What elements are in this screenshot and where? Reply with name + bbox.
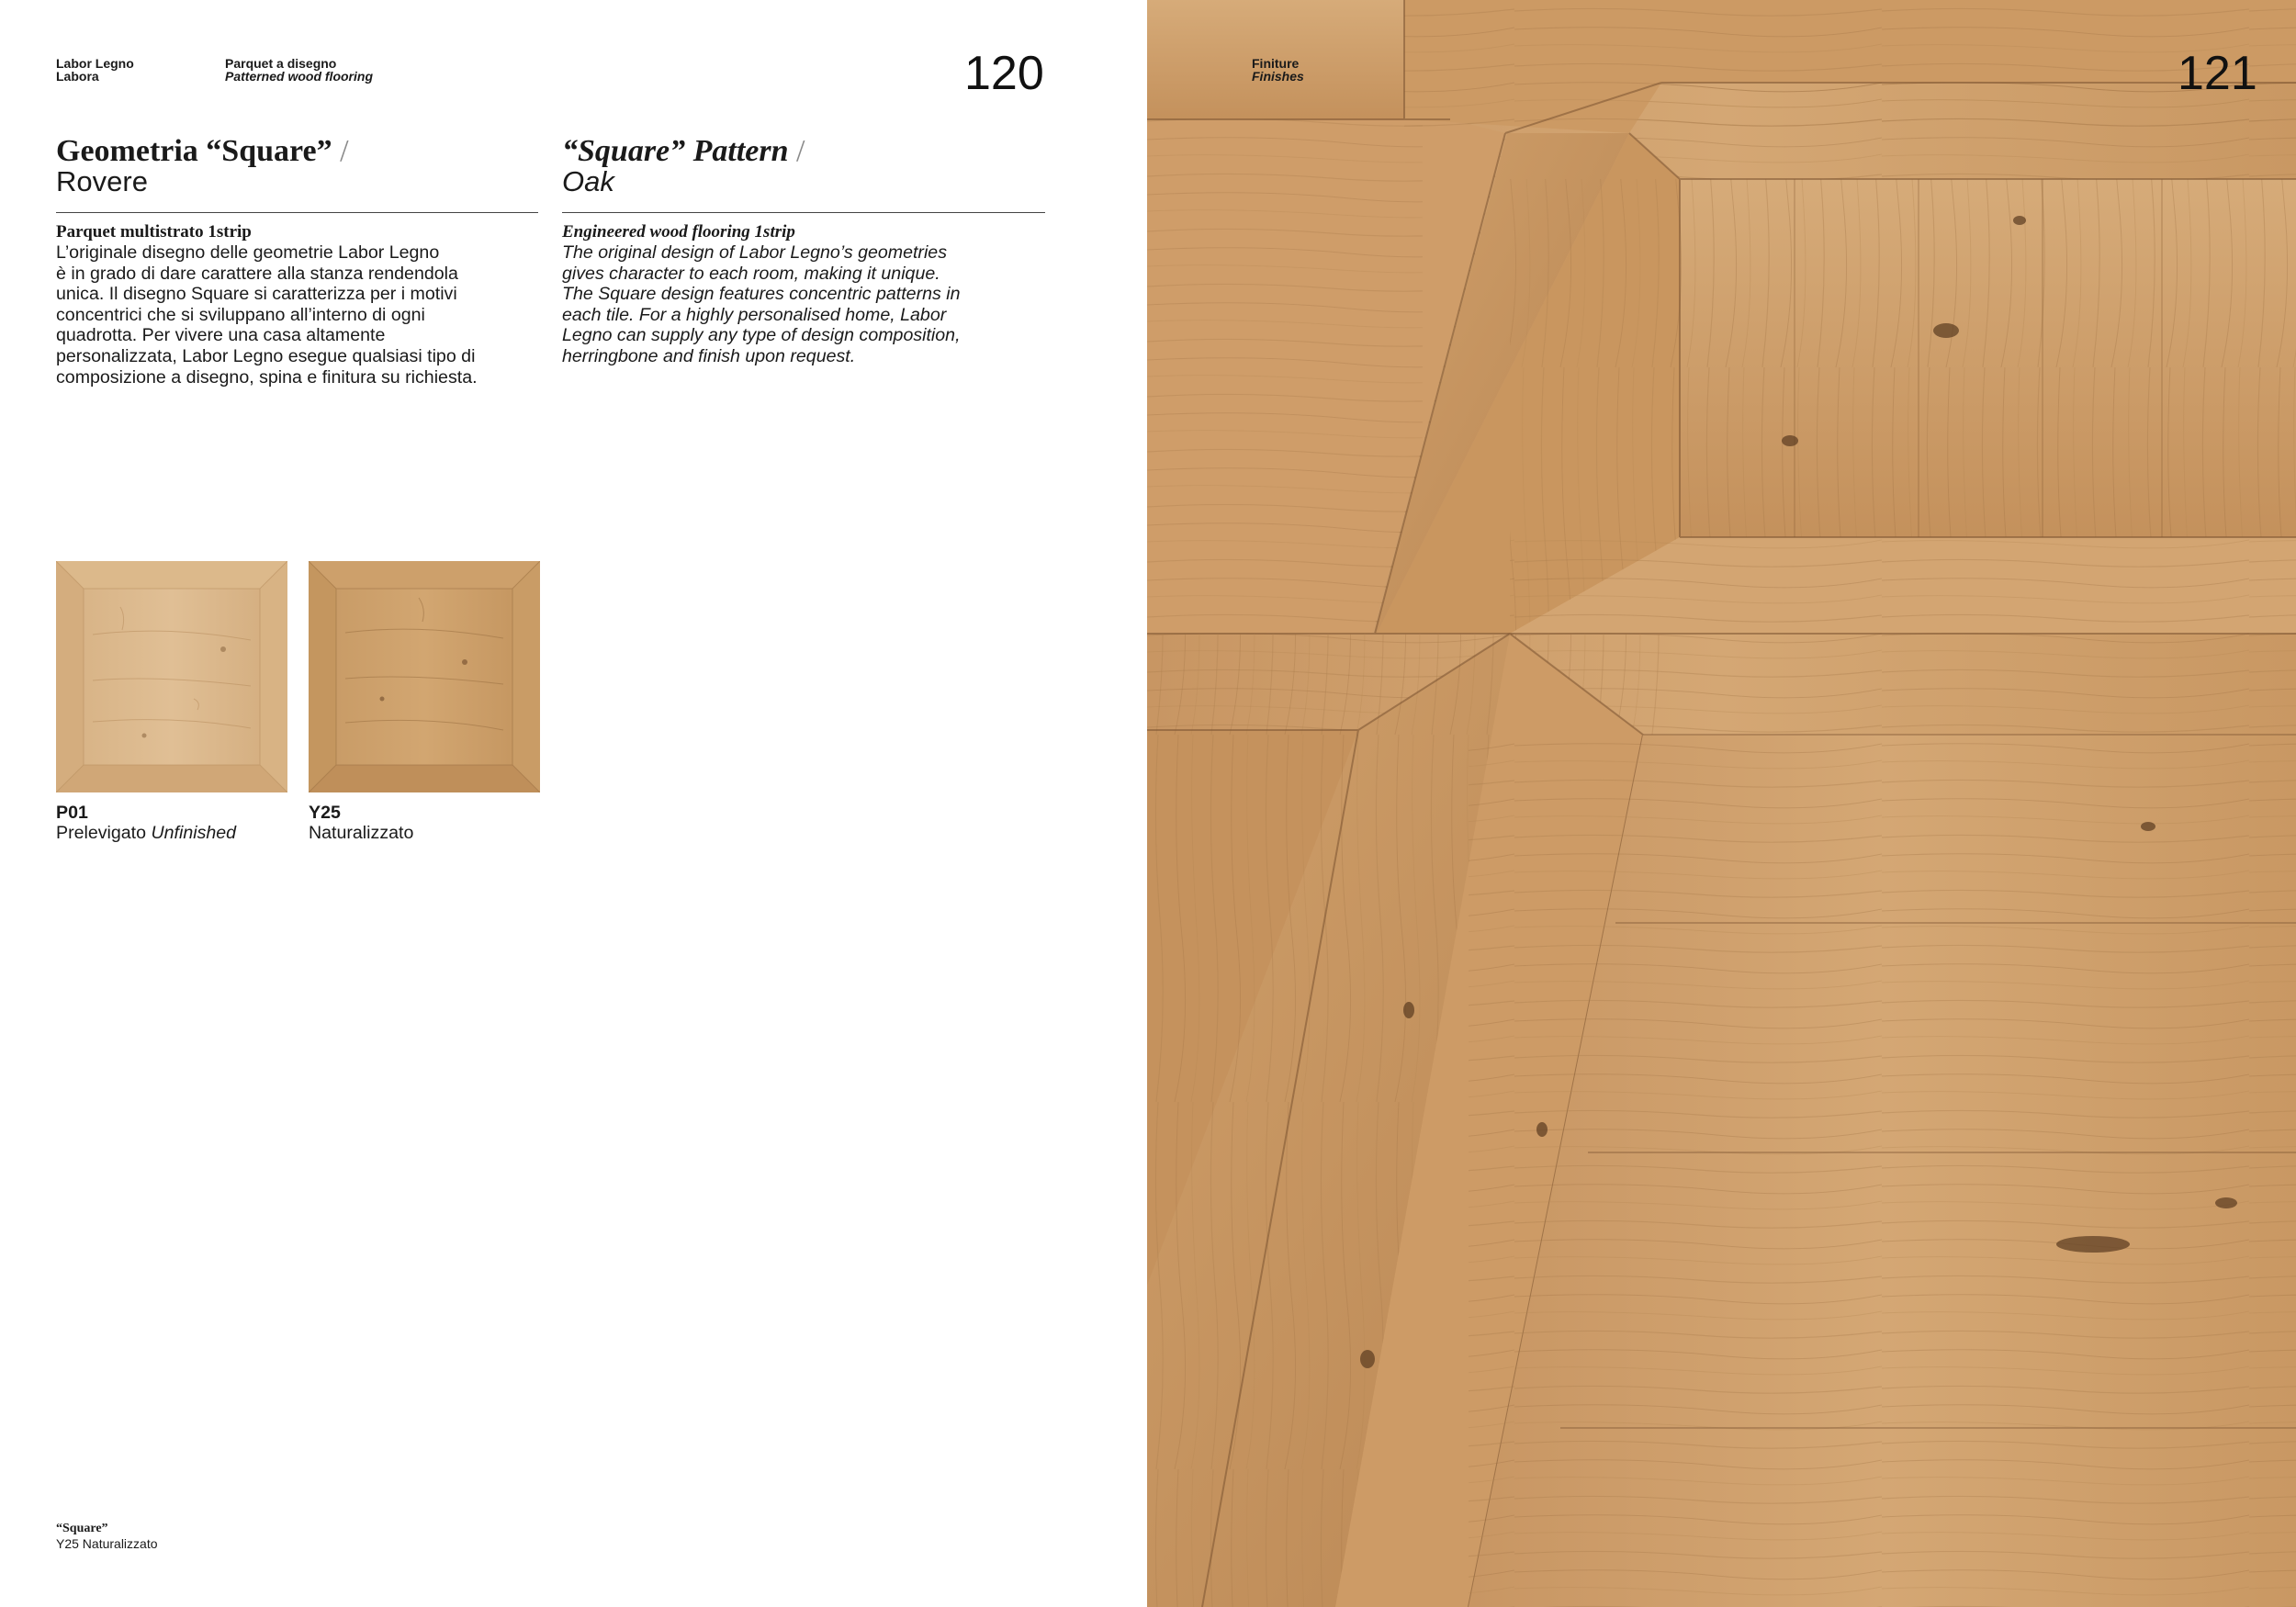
- subtitle-it: Rovere: [56, 165, 148, 197]
- running-head-section: [225, 57, 373, 83]
- description-en-line: Legno can supply any type of design composition,: [562, 325, 961, 346]
- swatch-p01-code: P01: [56, 803, 88, 823]
- floor-photo: [1147, 0, 2296, 1607]
- description-it: [56, 242, 552, 388]
- english-column: [562, 136, 1044, 197]
- description-it-line: unica. Il disegno Square si caratterizza per i motivi: [56, 284, 457, 305]
- brand-subname: Labora: [56, 69, 99, 84]
- section-title-en: Patterned wood flooring: [225, 69, 373, 84]
- title-it: [56, 136, 538, 167]
- product-en: Engineered wood flooring 1strip: [562, 222, 795, 242]
- description-it-line: quadrotta. Per vivere una casa altamente: [56, 325, 386, 346]
- swatch-y25-name: Naturalizzato: [309, 823, 414, 843]
- page-number-left: 120: [964, 47, 1044, 100]
- description-en-line: herringbone and finish upon request.: [562, 345, 856, 366]
- running-head-finishes: [1252, 57, 1304, 83]
- left-page: [0, 0, 1147, 1607]
- right-page: [1147, 0, 2296, 1607]
- description-it-line: è in grado di dare carattere alla stanza rendendola: [56, 263, 458, 284]
- section-title-it: Parquet a disegno: [225, 56, 337, 71]
- description-it-line: L’originale disegno delle geometrie Labor Legno: [56, 242, 440, 263]
- english-body: [562, 222, 1058, 367]
- title-en-slash: /: [796, 134, 805, 168]
- photo-caption-subtitle: Y25 Naturalizzato: [56, 1536, 158, 1551]
- description-it-line: concentrici che si sviluppano all’interno di ogni: [56, 304, 425, 325]
- description-en-line: The original design of Labor Legno’s geometries: [562, 242, 947, 263]
- finishes-title-en: Finishes: [1252, 69, 1304, 84]
- divider-it: [56, 212, 538, 213]
- swatch-p01-name-it: Prelevigato: [56, 823, 147, 843]
- photo-caption-title: “Square”: [56, 1522, 108, 1535]
- swatch-p01-name: [56, 823, 236, 843]
- swatch-p01-image: [56, 561, 287, 792]
- swatch-y25-image: [309, 561, 540, 792]
- subtitle-en: Oak: [562, 165, 614, 197]
- swatch-y25[interactable]: [309, 561, 540, 792]
- description-en-line: each tile. For a highly personalised home, Labor: [562, 304, 947, 325]
- title-en: [562, 136, 1044, 167]
- swatch-p01-name-en: Unfinished: [151, 823, 237, 843]
- italian-column: [56, 136, 538, 197]
- swatch-p01[interactable]: [56, 561, 287, 792]
- product-it: Parquet multistrato 1strip: [56, 222, 252, 242]
- title-en-text: “Square” Pattern: [562, 134, 789, 168]
- description-en-line: The Square design features concentric patterns in: [562, 284, 961, 305]
- description-en-line: gives character to each room, making it unique.: [562, 263, 940, 284]
- description-it-line: personalizzata, Labor Legno esegue qualsiasi tipo di: [56, 345, 476, 366]
- italian-body: [56, 222, 552, 388]
- description-en: [562, 242, 1058, 367]
- swatch-y25-code: Y25: [309, 803, 341, 823]
- description-it-line: composizione a disegno, spina e finitura su richiesta.: [56, 366, 478, 388]
- photo-caption: [56, 1522, 158, 1551]
- page-number-right: 121: [2178, 47, 2257, 100]
- divider-en: [562, 212, 1045, 213]
- brand-name: Labor Legno: [56, 56, 134, 71]
- swatch-y25-caption: [309, 803, 413, 843]
- title-it-slash: /: [340, 134, 349, 168]
- running-head-brand: [56, 57, 134, 83]
- swatch-p01-caption: [56, 803, 236, 843]
- finishes-title-it: Finiture: [1252, 56, 1300, 71]
- title-it-text: Geometria “Square”: [56, 134, 332, 168]
